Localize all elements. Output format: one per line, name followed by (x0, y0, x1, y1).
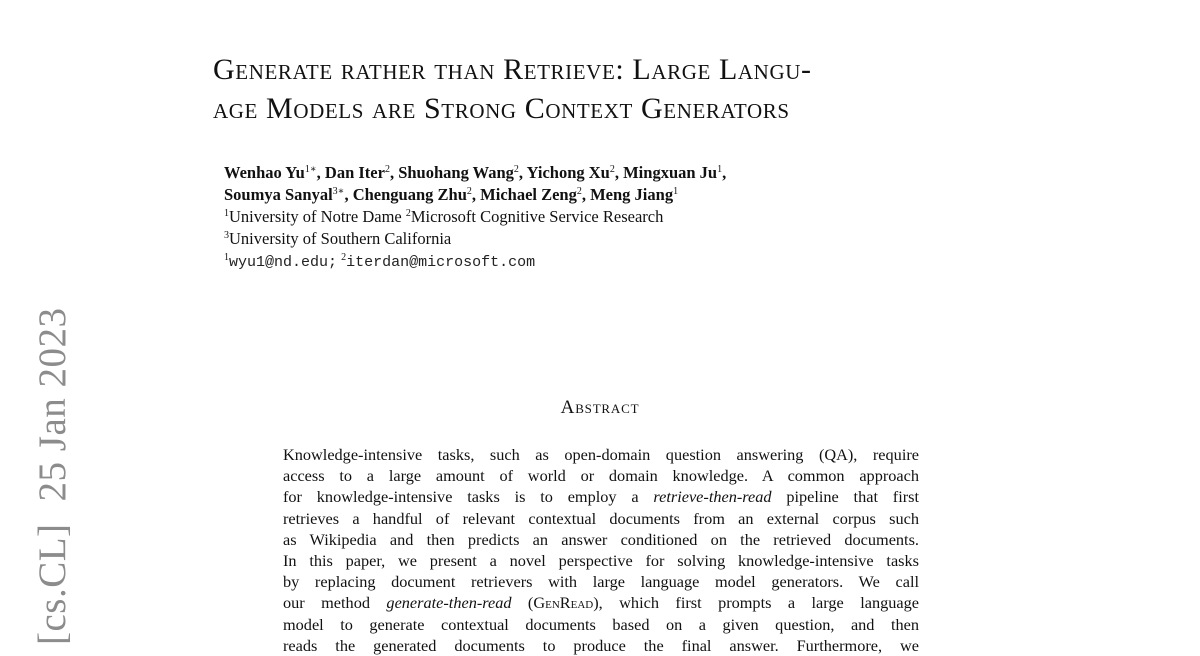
abstract-line: In this paper, we present a novel perspective for solving knowledge-intensive tasks (283, 551, 919, 571)
title-line-1: Generate rather than Retrieve: Large Langu- (213, 53, 812, 86)
author-sup: 1 (717, 164, 723, 175)
author-sup: 1∗ (304, 164, 317, 175)
author-name: Shuohang Wang (398, 163, 514, 182)
author-sup: 1 (673, 186, 679, 197)
author-sup: 2 (384, 164, 390, 175)
affiliation-line-2 (224, 228, 726, 250)
abstract-line: model to generate contextual documents based on a given question, and then (283, 614, 919, 634)
email-link[interactable]: wyu1@nd.edu; (229, 254, 338, 271)
abstract-line: Knowledge-intensive tasks, such as open-domain question answering (QA), require (283, 445, 919, 464)
abstract-line: retrieves a handful of relevant contextual documents from an external corpus such (283, 508, 919, 528)
affiliation: University of Southern California (229, 229, 452, 248)
author-name: Soumya Sanyal (224, 185, 333, 204)
author-name: Wenhao Yu (224, 163, 305, 182)
arxiv-sidebar-stamp (0, 300, 100, 648)
abstract-line: reads the generated documents to produce the final answer. Furthermore, we (283, 635, 919, 655)
abstract-line: as Wikipedia and then predicts an answer conditioned on the retrieved documents. (283, 529, 919, 549)
email-sup: 2 (341, 252, 347, 263)
author-sup: 3∗ (332, 186, 345, 197)
author-sup: 2 (609, 164, 615, 175)
emphasis-term: generate-then-read (386, 593, 512, 613)
affiliation-line-1 (224, 206, 726, 228)
author-name: Meng Jiang (590, 185, 674, 204)
affiliation-sup: 1 (224, 208, 229, 219)
affiliation-sup: 2 (405, 208, 411, 219)
abstract-line: for knowledge-intensive tasks is to employ a retrieve-then-read pipeline that first (283, 487, 920, 507)
affiliation-sup: 3 (224, 230, 229, 241)
author-block (224, 162, 726, 274)
email-sup: 1 (224, 252, 229, 263)
emphasis-term: retrieve-then-read (653, 487, 772, 507)
abstract-line: our method generate-then-read (GenRead), which first prompts a large language (283, 593, 919, 613)
affiliation: Microsoft Cognitive Service Research (410, 207, 664, 226)
author-name: Mingxuan Ju (623, 163, 718, 182)
title-line-2: age Models are Strong Context Generators (213, 92, 790, 125)
author-sup: 2 (466, 186, 472, 197)
affiliation: University of Notre Dame (229, 207, 402, 226)
arxiv-category: [cs.CL] (31, 523, 74, 645)
author-sup: 2 (576, 186, 582, 197)
abstract-heading: Abstract (560, 397, 640, 418)
abstract-line: by replacing document retrievers with large language model generators. We call (283, 572, 919, 592)
author-name: Dan Iter (324, 163, 385, 182)
abstract-body (283, 444, 919, 656)
author-line-1: Wenhao $Yu^{1∗}$, Dan Iter$^2$, Shuohang Wang$^2$, Yichong Xu$^2$, Mingxuan Ju$^1$, (224, 163, 727, 182)
method-name: GenRead (533, 593, 594, 613)
arxiv-date: 25 Jan 2023 (31, 307, 74, 502)
abstract-line: access to a large amount of world or domain knowledge. A common approach (283, 466, 919, 486)
author-name: Chenguang Zhu (352, 185, 467, 204)
email-line (224, 250, 726, 274)
email-link[interactable]: iterdan@microsoft.com (346, 254, 536, 271)
author-line-2: Soumya Sanyal$^{3∗}$, Chenguang Zhu$^2$, Michael Zeng$^2$, Meng Jiang$^1$ (224, 185, 679, 204)
author-name: Yichong Xu (526, 163, 610, 182)
author-sup: 2 (513, 164, 519, 175)
author-name: Michael Zeng (480, 185, 577, 204)
paper-title (213, 50, 1033, 128)
